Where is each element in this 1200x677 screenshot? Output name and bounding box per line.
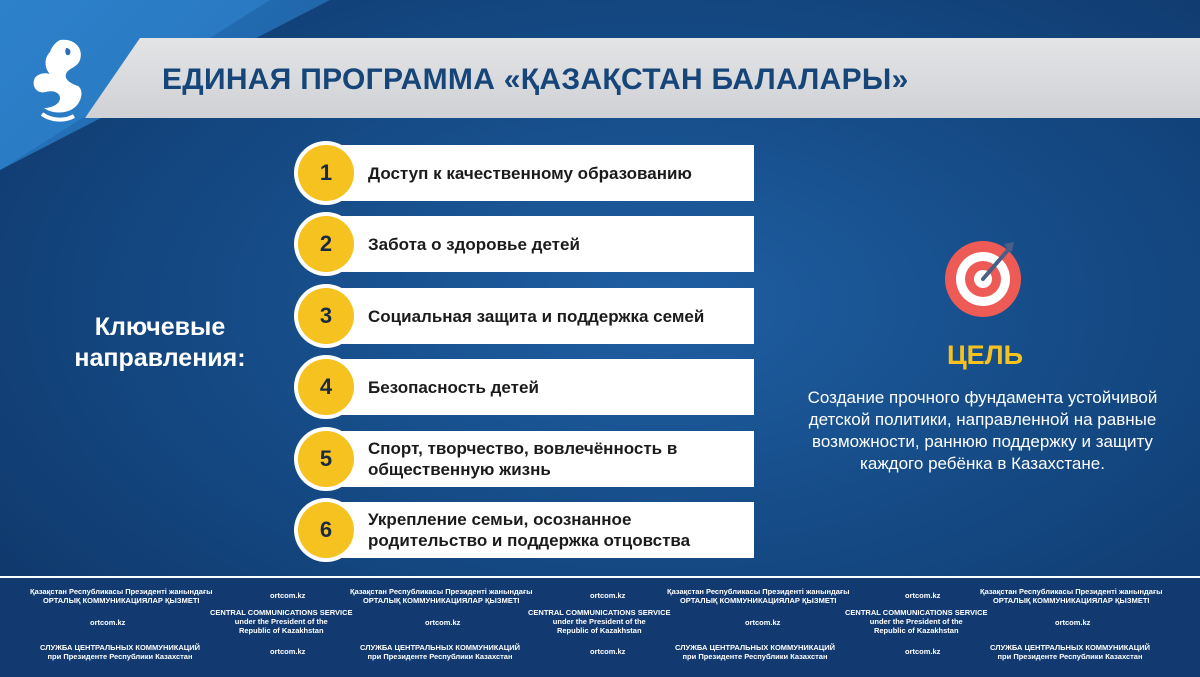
footer-site: ortcom.kz — [905, 647, 941, 656]
direction-number: 5 — [298, 431, 354, 487]
direction-item-6 — [298, 502, 758, 558]
direction-item-3 — [298, 288, 758, 344]
footer-watermark — [0, 576, 1200, 677]
footer-ru-org: СЛУЖБА ЦЕНТРАЛЬНЫХ КОММУНИКАЦИЙ при Президенте Республики Казахстан — [360, 643, 521, 661]
direction-item-4 — [298, 359, 758, 415]
footer-kz-org: Қазақстан Республикасы Президенті жанындағы ОРТАЛЫҚ КОММУНИКАЦИЯЛАР ҚЫЗМЕТІ — [980, 587, 1163, 605]
direction-text: Спорт, творчество, вовлечённость в общественную жизнь — [368, 439, 678, 479]
direction-number: 6 — [298, 502, 354, 558]
direction-number: 4 — [298, 359, 354, 415]
footer-site: ortcom.kz — [590, 647, 626, 656]
direction-number: 3 — [298, 288, 354, 344]
footer-ru-org: СЛУЖБА ЦЕНТРАЛЬНЫХ КОММУНИКАЦИЙ при Президенте Республики Казахстан — [990, 643, 1151, 661]
direction-text: Безопасность детей — [368, 377, 539, 397]
direction-text: Забота о здоровье детей — [368, 234, 580, 254]
footer-site: ortcom.kz — [425, 618, 461, 627]
direction-item-2 — [298, 216, 758, 272]
snow-leopard-logo-icon — [22, 34, 92, 124]
goal-text: Создание прочного фундамента устойчивой детской политики, направленной на равные возможности, раннюю поддержку и защиту каждого ребёнка в Казахстане. — [807, 388, 1158, 473]
footer-en-org: CENTRAL COMMUNICATIONS SERVICE under the President of the Republic of Kazakhstan — [845, 608, 988, 635]
footer-site: ortcom.kz — [590, 591, 626, 600]
footer-site: ortcom.kz — [905, 591, 941, 600]
footer-site: ortcom.kz — [745, 618, 781, 627]
direction-number: 1 — [298, 145, 354, 201]
direction-number: 2 — [298, 216, 354, 272]
page-title: ЕДИНАЯ ПРОГРАММА «ҚАЗАҚСТАН БАЛАЛАРЫ» — [162, 63, 909, 96]
footer-ru-org: СЛУЖБА ЦЕНТРАЛЬНЫХ КОММУНИКАЦИЙ при Президенте Республики Казахстан — [40, 643, 201, 661]
direction-item-1 — [298, 145, 758, 201]
footer-site: ortcom.kz — [270, 591, 306, 600]
footer-kz-org: Қазақстан Республикасы Президенті жанындағы ОРТАЛЫҚ КОММУНИКАЦИЯЛАР ҚЫЗМЕТІ — [30, 587, 213, 605]
footer-ru-org: СЛУЖБА ЦЕНТРАЛЬНЫХ КОММУНИКАЦИЙ при Президенте Республики Казахстан — [675, 643, 836, 661]
direction-item-5 — [298, 431, 758, 487]
footer-site: ortcom.kz — [90, 618, 126, 627]
direction-text: Доступ к качественному образованию — [368, 163, 692, 183]
footer-kz-org: Қазақстан Республикасы Президенті жанындағы ОРТАЛЫҚ КОММУНИКАЦИЯЛАР ҚЫЗМЕТІ — [350, 587, 533, 605]
footer-site: ortcom.kz — [1055, 618, 1091, 627]
footer-en-org: CENTRAL COMMUNICATIONS SERVICE under the President of the Republic of Kazakhstan — [210, 608, 353, 635]
direction-text: Укрепление семьи, осознанное родительство и поддержка отцовства — [368, 510, 691, 550]
footer-site: ortcom.kz — [270, 647, 306, 656]
target-icon — [942, 238, 1024, 320]
direction-text: Социальная защита и поддержка семей — [368, 306, 705, 326]
footer-en-org: CENTRAL COMMUNICATIONS SERVICE under the President of the Republic of Kazakhstan — [528, 608, 671, 635]
footer-kz-org: Қазақстан Республикасы Президенті жанындағы ОРТАЛЫҚ КОММУНИКАЦИЯЛАР ҚЫЗМЕТІ — [667, 587, 850, 605]
goal-title: ЦЕЛЬ — [946, 340, 1024, 370]
directions-label: Ключевые направления: — [74, 313, 246, 372]
